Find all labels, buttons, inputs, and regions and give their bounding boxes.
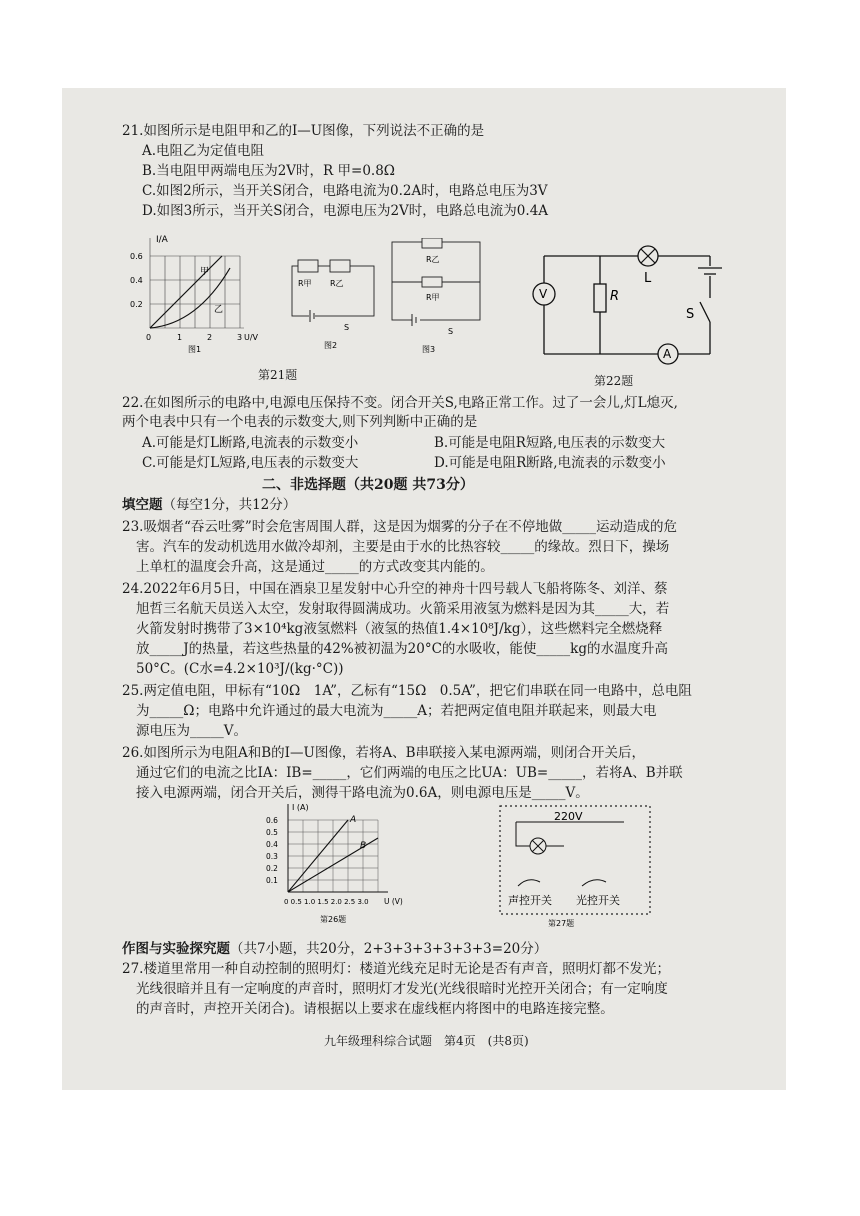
- fig1-caption: 图1: [188, 345, 202, 354]
- q22-option-b: B.可能是电阻R短路,电压表的示数变大: [434, 435, 666, 451]
- fill-heading-row: [122, 496, 296, 514]
- fig3-r-jia: R甲: [426, 293, 440, 302]
- q22-caption: 第22题: [594, 374, 634, 388]
- q22-option-d: D.可能是电阻R断路,电流表的示数变小: [434, 455, 666, 471]
- q21-option-a: A.电阻乙为定值电阻: [142, 143, 265, 159]
- q26-xticks: 0 0.5 1.0 1.5 2.0 2.5 3.0: [284, 898, 369, 906]
- page-footer: 九年级理科综合试题 第4页 (共8页): [324, 1034, 529, 1048]
- q27-caption: 第27题: [548, 919, 575, 928]
- q27-circuit: [494, 800, 674, 930]
- q26-caption: 第26题: [320, 915, 347, 924]
- light-switch-label: 光控开关: [576, 894, 620, 907]
- q26-ytick-04: 0.4: [266, 840, 278, 849]
- q26-line1: 26.如图所示为电阻A和B的I—U图像，若将A、B串联接入某电源两端，则闭合开关后，: [122, 745, 646, 761]
- q25-line3: 源电压为_____V。: [136, 723, 247, 739]
- q21-stem: 21.如图所示是电阻甲和乙的I—U图像，下列说法不正确的是: [122, 123, 485, 139]
- q26-iu-graph: [258, 800, 418, 926]
- exam-page: [62, 88, 786, 1090]
- q26-xlabel: U (V): [384, 897, 403, 906]
- q24-line4: 放_____J的热量，若这些热量的42%被初温为20°C的水吸收，能使_____kg的水温度升高: [136, 641, 668, 657]
- q21-fig2-circuit: [284, 256, 384, 354]
- q24-line5: 50°C。(C水=4.2×10³J/(kg·°C)): [136, 661, 344, 677]
- q23-line1: 23.吸烟者“吞云吐雾”时会危害周围人群，这是因为烟雾的分子在不停地做_____运动造成的危: [122, 519, 678, 535]
- q26-ylabel: I (A): [292, 803, 309, 812]
- fill-heading: 填空题: [122, 497, 163, 513]
- q26-line3: 接入电源两端，闭合开关后，测得干路电流为0.6A，则电源电压是_____V。: [136, 785, 589, 801]
- exp-heading: 作图与实验探究题: [122, 941, 230, 957]
- exp-note: （共7小题，共20分，2+3+3+3+3+3+3=20分）: [230, 941, 548, 957]
- q25-line1: 25.两定值电阻，甲标有“10Ω 1A”，乙标有“15Ω 0.5A”，把它们串联在同一电路中，总电阻: [122, 683, 692, 699]
- q21-iu-graph: [122, 228, 262, 354]
- sound-switch-label: 声控开关: [508, 894, 552, 907]
- q23-line2: 害。汽车的发动机选用水做冷却剂，主要是由于水的比热容较_____的缘故。烈日下，操场: [136, 539, 670, 555]
- q21-fig3-circuit: [388, 238, 488, 356]
- lamp-l-label: L: [644, 271, 652, 286]
- q26-ytick-06: 0.6: [266, 816, 278, 825]
- q26-ytick-02: 0.2: [266, 864, 278, 873]
- q23-line3: 上单杠的温度会升高，这是通过_____的方式改变其内能的。: [136, 559, 494, 575]
- q22-stem-line2: 两个电表中只有一个电表的示数变大,则下列判断中正确的是: [122, 414, 478, 430]
- q24-line3: 火箭发射时携带了3×10⁴kg液氢燃料（液氢的热值1.4×10⁸J/kg），这些燃料完全燃烧释: [136, 621, 663, 637]
- voltmeter-symbol: V: [539, 287, 548, 301]
- fill-note: （每空1分，共12分）: [162, 497, 297, 513]
- exp-heading-row: [122, 940, 547, 958]
- fig2-caption: 图2: [324, 341, 338, 350]
- xtick-3: 3: [237, 333, 243, 342]
- q22-circuit: [524, 232, 754, 392]
- q27-line3: 的声音时，声控开关闭合)。请根据以上要求在虚线框内将图中的电路连接完整。: [136, 1001, 614, 1017]
- xtick-0: 0: [146, 333, 152, 342]
- line-a-label: A: [350, 815, 357, 825]
- fig3-switch: S: [448, 327, 454, 336]
- q21-option-b: B.当电阻甲两端电压为2V时，R 甲=0.8Ω: [142, 163, 395, 179]
- q24-line2: 旭哲三名航天员送入太空，发射取得圆满成功。火箭采用液氢为燃料是因为其_____大，若: [136, 601, 670, 617]
- q26-line2: 通过它们的电流之比IA：IB=_____，它们两端的电压之比UA：UB=_____，若将A、B并联: [136, 765, 683, 781]
- fig2-switch: S: [344, 323, 350, 332]
- ytick-04: 0.4: [130, 276, 143, 285]
- q22-option-c: C.可能是灯L短路,电压表的示数变大: [142, 455, 359, 471]
- q25-line2: 为_____Ω；电路中允许通过的最大电流为_____A；若把两定值电阻并联起来，则最大电: [136, 703, 657, 719]
- q24-line1: 24.2022年6月5日，中国在酒泉卫星发射中心升空的神舟十四号载人飞船将陈冬、刘洋、蔡: [122, 581, 668, 597]
- resistor-r-label: R: [610, 289, 620, 304]
- q26-ytick-01: 0.1: [266, 876, 278, 885]
- section2-title: 二、非选择题（共20题 共73分）: [262, 477, 474, 493]
- curve-jia-label: 甲: [200, 267, 210, 277]
- curve-yi-label: 乙: [214, 305, 224, 315]
- ammeter-symbol: A: [663, 347, 672, 361]
- xtick-2: 2: [207, 333, 213, 342]
- ytick-06: 0.6: [130, 252, 143, 261]
- switch-s-label: S: [686, 307, 695, 322]
- xtick-1: 1: [177, 333, 183, 342]
- q21-option-c: C.如图2所示，当开关S闭合，电路电流为0.2A时，电路总电压为3V: [142, 183, 548, 199]
- voltage-label: 220V: [554, 810, 583, 823]
- fig3-caption: 图3: [422, 345, 436, 354]
- ytick-02: 0.2: [130, 300, 143, 309]
- fig3-r-yi: R乙: [426, 255, 440, 264]
- q26-ytick-05: 0.5: [266, 828, 278, 837]
- graph-xlabel: U/V: [244, 333, 259, 342]
- line-b-label: B: [360, 841, 367, 851]
- q27-line2: 光线很暗并且有一定响度的声音时，照明灯才发光(光线很暗时光控开关闭合；有一定响度: [136, 981, 668, 997]
- q22-option-a: A.可能是灯L断路,电流表的示数变小: [142, 435, 359, 451]
- q22-stem-line1: 22.在如图所示的电路中,电源电压保持不变。闭合开关S,电路正常工作。过了一会儿,灯L熄灭,: [122, 395, 678, 411]
- q27-line1: 27.楼道里常用一种自动控制的照明灯：楼道光线充足时无论是否有声音，照明灯都不发光；: [122, 961, 670, 977]
- fig2-r-jia: R甲: [298, 279, 312, 288]
- graph-ylabel: I/A: [156, 235, 168, 245]
- q21-option-d: D.如图3所示，当开关S闭合，电源电压为2V时，电路总电流为0.4A: [142, 203, 549, 219]
- fig2-r-yi: R乙: [330, 279, 344, 288]
- q21-caption: 第21题: [258, 368, 298, 382]
- q26-ytick-03: 0.3: [266, 852, 278, 861]
